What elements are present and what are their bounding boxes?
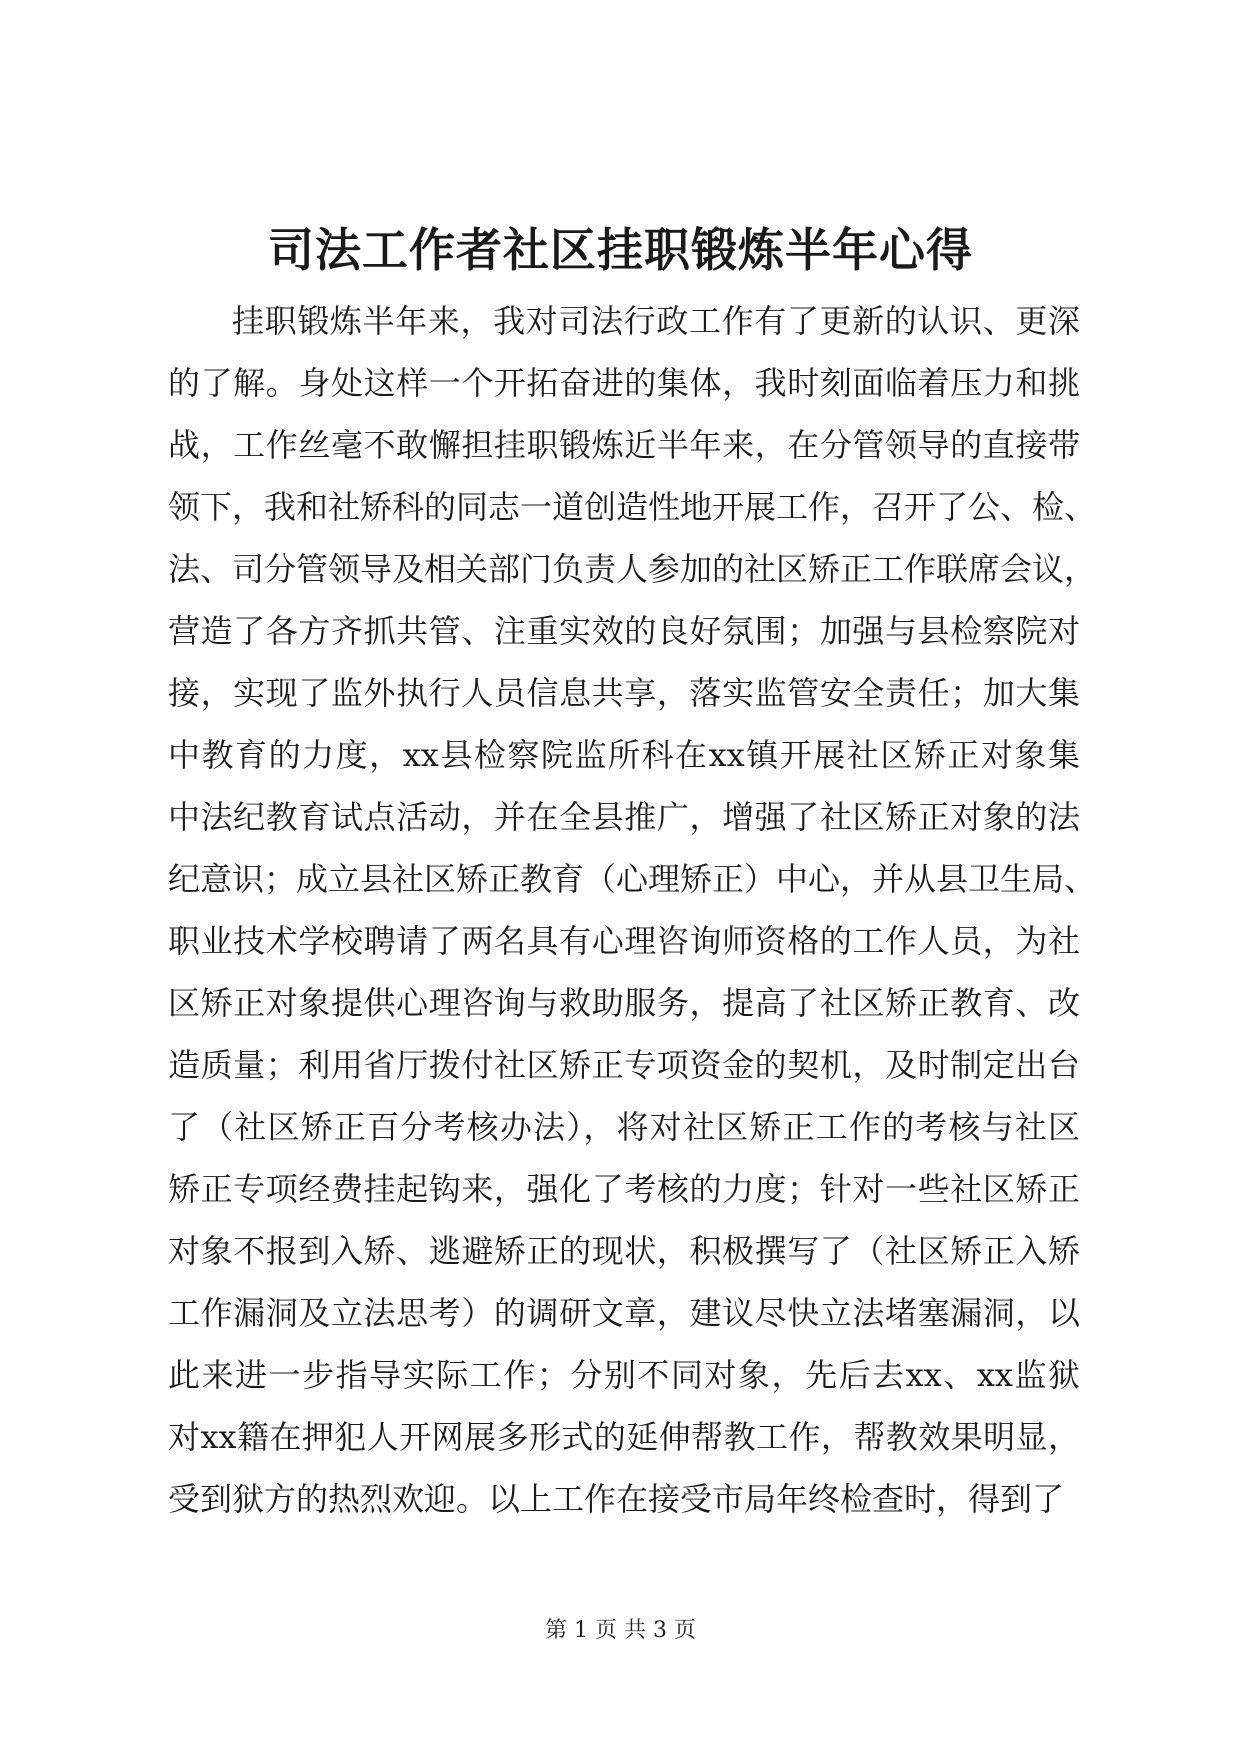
body-line: 挂职锻炼半年来，我对司法行政工作有了更新的认识、更深 — [232, 302, 1080, 340]
body-line: 中法纪教育试点活动，并在全县推广，增强了社区矫正对象的法 — [168, 798, 1080, 836]
body-line: 工作漏洞及立法思考）的调研文章，建议尽快立法堵塞漏洞，以 — [168, 1294, 1080, 1332]
body-line: 对xx籍在押犯人开网展多形式的延伸帮教工作，帮教效果明显， — [168, 1418, 1080, 1456]
page-number-footer: 第 1 页 共 3 页 — [545, 1618, 696, 1643]
body-line: 对象不报到入矫、逃避矫正的现状，积极撰写了（社区矫正入矫 — [168, 1232, 1080, 1270]
body-line: 职业技术学校聘请了两名具有心理咨询师资格的工作人员，为社 — [168, 922, 1080, 960]
body-line: 受到狱方的热烈欢迎。以上工作在接受市局年终检查时，得到了 — [168, 1480, 1065, 1518]
body-text — [168, 290, 1097, 1530]
body-line: 法、司分管领导及相关部门负责人参加的社区矫正工作联席会议， — [168, 550, 1097, 588]
body-line: 领下，我和社矫科的同志一道创造性地开展工作，召开了公、检、 — [168, 488, 1097, 526]
body-line: 的了解。身处这样一个开拓奋进的集体，我时刻面临着压力和挑 — [168, 364, 1080, 402]
body-line: 纪意识；成立县社区矫正教育（心理矫正）中心，并从县卫生局、 — [168, 860, 1097, 898]
body-line: 区矫正对象提供心理咨询与救助服务，提高了社区矫正教育、改 — [168, 984, 1080, 1022]
body-line: 了（社区矫正百分考核办法），将对社区矫正工作的考核与社区 — [168, 1108, 1080, 1146]
body-line: 矫正专项经费挂起钩来，强化了考核的力度；针对一些社区矫正 — [168, 1170, 1080, 1208]
body-line: 接，实现了监外执行人员信息共享，落实监管安全责任；加大集 — [168, 674, 1080, 712]
body-line: 造质量；利用省厅拨付社区矫正专项资金的契机，及时制定出台 — [168, 1046, 1080, 1084]
body-line: 战，工作丝毫不敢懈担挂职锻炼近半年来，在分管领导的直接带 — [168, 426, 1080, 464]
body-line: 营造了各方齐抓共管、注重实效的良好氛围；加强与县检察院对 — [168, 612, 1080, 650]
document-title: 司法工作者社区挂职锻炼半年心得 — [268, 223, 973, 277]
body-line: 此来进一步指导实际工作；分别不同对象，先后去xx、xx监狱 — [168, 1356, 1080, 1394]
body-line: 中教育的力度，xx县检察院监所科在xx镇开展社区矫正对象集 — [168, 736, 1080, 774]
